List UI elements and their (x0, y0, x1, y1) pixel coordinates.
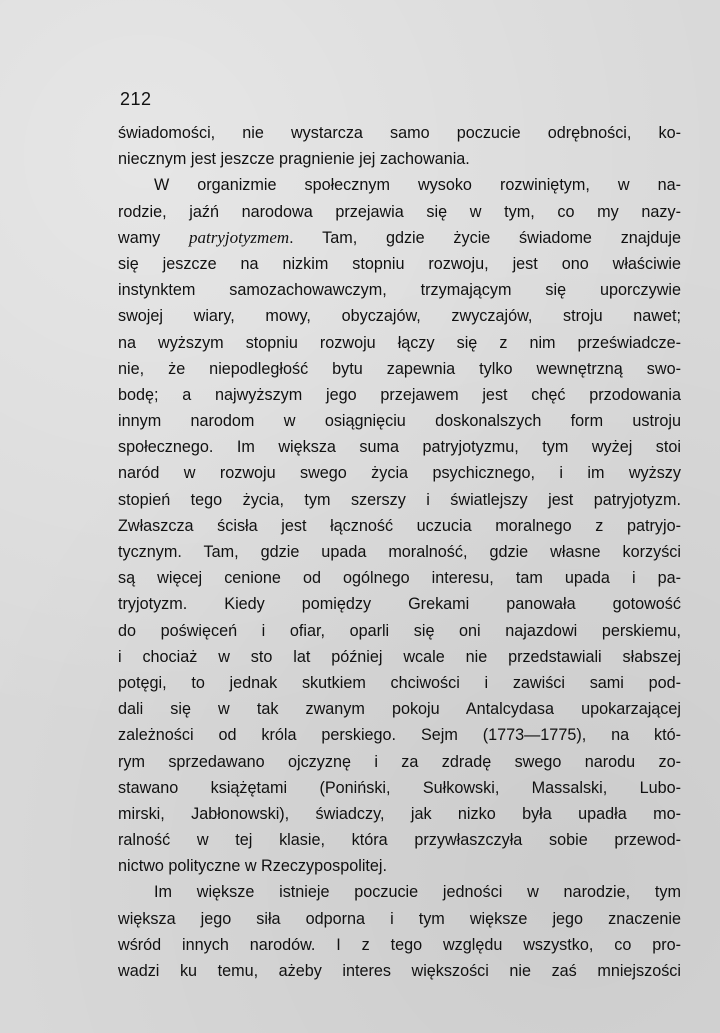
text-line: Im większe istnieje poczucie jedności w narodzie, tym (154, 883, 681, 902)
text-line: swojej wiary, mowy, obyczajów, zwyczajów, stroju nawet; (118, 307, 681, 326)
text-line: są więcej cenione od ogólnego interesu, tam upada i pa- (118, 569, 681, 588)
text-fragment: . Tam, gdzie życie świadome znajduje (289, 228, 681, 247)
text-line: tryjotyzm. Kiedy pomiędzy Grekami panowała gotowość (118, 595, 681, 614)
text-line: naród w rozwoju swego życia psychicznego, i im wyższy (118, 464, 681, 483)
text-line: nie, że niepodległość bytu zapewnia tylko wewnętrzną swo- (118, 359, 681, 378)
text-line: stopień tego życia, tym szerszy i światlejszy jest patryjotyzm. (118, 490, 681, 509)
text-line: instynktem samozachowawczym, trzymającym się uporczywie (118, 281, 681, 300)
text-line: bodę; a najwyższym jego przejawem jest chęć przodowania (118, 385, 681, 404)
text-line: ralność w tej klasie, która przywłaszczyła sobie przewod- (118, 831, 681, 850)
text-line: świadomości, nie wystarcza samo poczucie odrębności, ko- (118, 124, 681, 142)
italic-term: patryjotyzmem (189, 227, 290, 247)
text-line (118, 225, 681, 251)
text-line: zależności od króla perskiego. Sejm (1773—1775), na któ- (118, 726, 681, 745)
text-line: większa jego siła odporna i tym większe jego znaczenie (118, 909, 681, 928)
text-line: i chociaż w sto lat później wcale nie przedstawiali słabszej (118, 647, 681, 666)
text-line: innym narodom w osiągnięciu doskonalszych form ustroju (118, 412, 681, 431)
text-line: wśród innych narodów. I z tego względu wszystko, co pro- (118, 935, 681, 954)
text-line: nictwo polityczne w Rzeczypospolitej. (118, 857, 388, 876)
text-line: mirski, Jabłonowski), świadczy, jak nizko była upadła mo- (118, 804, 681, 823)
body-text (118, 120, 681, 984)
text-line: tycznym. Tam, gdzie upada moralność, gdzie własne korzyści (118, 543, 681, 561)
text-line: dali się w tak zwanym pokoju Antalcydasa upokarzającej (118, 700, 681, 719)
text-line: niecznym jest jeszcze pragnienie jej zachowania. (118, 150, 470, 169)
text-line: potęgi, to jednak skutkiem chciwości i zawiści sami pod- (118, 673, 681, 692)
text-line: rym sprzedawano ojczyznę i za zdradę swego narodu zo- (118, 752, 681, 771)
text-line: na wyższym stopniu rozwoju łączy się z nim przeświadcze- (118, 333, 681, 352)
text-line: wadzi ku temu, ażeby interes większości nie zaś mniejszości (118, 962, 681, 980)
text-line: się jeszcze na nizkim stopniu rozwoju, jest ono właściwie (118, 254, 681, 273)
text-fragment: wamy (118, 228, 161, 247)
text-line: do poświęceń i ofiar, oparli się oni najazdowi perskiemu, (118, 621, 681, 640)
text-line: W organizmie społecznym wysoko rozwiniętym, w na- (154, 176, 681, 195)
text-line: stawano książętami (Poniński, Sułkowski, Massalski, Lubo- (118, 778, 681, 797)
text-line: Zwłaszcza ścisła jest łączność uczucia moralnego z patryjo- (118, 516, 681, 535)
text-line: rodzie, jaźń narodowa przejawia się w tym, co my nazy- (118, 202, 681, 221)
text-line: społecznego. Im większa suma patryjotyzmu, tym wyżej stoi (118, 438, 681, 457)
page-number: 212 (120, 89, 152, 109)
